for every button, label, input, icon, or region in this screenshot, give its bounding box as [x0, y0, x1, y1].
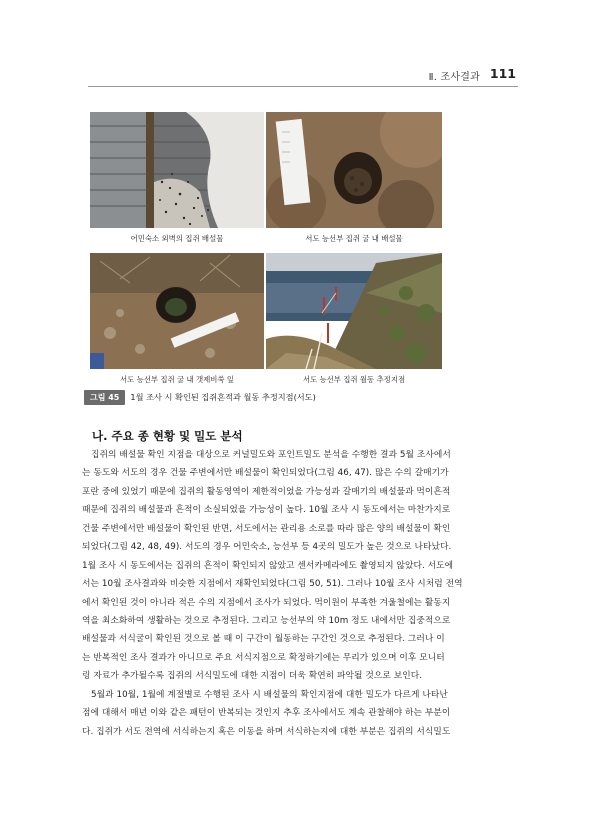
- body-text-line: 점에 대해서 매년 이와 같은 패턴이 반복되는 것인지 추후 조사에서도 계속 관찰해야 하는 부분이: [82, 708, 451, 719]
- body-text-line: 되었다(그림 42, 48, 49). 서도의 경우 어민숙소, 능선부 등 4곳의 밀도가 높은 것으로 나타났다.: [82, 542, 452, 553]
- photo-wall-droppings: [90, 112, 264, 228]
- body-text-line: 는 동도와 서도의 경우 건물 주변에서만 배설물이 확인되었다(그림 46, 47). 많은 수의 갈매기가: [82, 468, 449, 479]
- section-heading: 나. 주요 종 현황 및 밀도 분석: [92, 429, 243, 443]
- body-text-line: 다. 집쥐가 서도 전역에 서식하는지 혹은 이동을 하며 서식하는지에 대한 부분은 집쥐의 서식밀도: [82, 726, 451, 737]
- photo-caption: 어민숙소 외벽의 집쥐 배설물: [130, 234, 224, 243]
- body-text-line: 5월과 10월, 1월에 계절별로 수행된 조사 시 배설물의 확인지점에 대한 밀도가 다르게 나타난: [91, 689, 448, 700]
- body-text-line: 역을 최소화하여 생활하는 것으로 추정된다. 그리고 능선부의 약 10m 정도 내에서만 집중적으로: [82, 615, 451, 626]
- photo-caption: 서도 능선부 집쥐 굴 내 배설물: [305, 234, 403, 243]
- photo-burrow-leaves: [90, 253, 264, 369]
- body-paragraphs: [82, 446, 516, 741]
- figure-label: 그림 45: [84, 390, 125, 405]
- figure-title: 1월 조사 시 확인된 집쥐흔적과 월동 추정지점(서도): [130, 392, 316, 402]
- body-text-line: 포란 중에 있었기 때문에 집쥐의 활동영역이 제한적이었을 가능성과 갈매기의 배설물과 먹이흔적: [82, 486, 451, 497]
- photo-overwintering-site: [266, 253, 442, 369]
- body-text-line: 는 반복적인 조사 결과가 아니므로 주요 서식지점으로 확정하기에는 무리가 있으며 이후 모니터: [82, 652, 445, 663]
- body-text-line: 서는 10월 조사결과와 비슷한 지점에서 재확인되었다(그림 50, 51). 그러나 10월 조사 시처럼 전역: [82, 579, 463, 590]
- running-header: [88, 68, 516, 82]
- body-text-line: 집쥐의 배설물 확인 지점을 대상으로 커널밀도와 포인트밀도 분석을 수행한 결과 5월 조사에서: [91, 450, 451, 460]
- body-text-line: 때문에 집쥐의 배설물과 흔적이 소실되었을 가능성이 높다. 10월 조사 시 동도에서는 마찬가지로: [82, 505, 451, 516]
- body-text-line: 링 자료가 추가될수록 집쥐의 서식밀도에 대한 지점이 더욱 확연히 파악될 것으로 보인다.: [82, 671, 423, 682]
- body-text-line: 배설물과 서식굴이 확인된 것으로 볼 때 이 구간이 월동하는 구간인 것으로 추정된다. 그러나 이: [82, 634, 445, 645]
- body-text-line: 에서 확인된 것이 아니라 적은 수의 지점에서 조사가 되었다. 먹이원이 부족한 겨울철에는 활동지: [82, 597, 451, 608]
- body-text-line: 1월 조사 시 동도에서는 집쥐의 흔적이 확인되지 않았고 센서카메라에도 촬영되지 않았다. 서도에: [82, 560, 454, 571]
- figure-caption: [84, 387, 316, 402]
- header-rule: [88, 86, 518, 87]
- photo-burrow-droppings: [266, 112, 442, 228]
- body-text-line: 건물 주변에서만 배설물이 확인된 반면, 서도에서는 관리용 소로를 따라 많은 양의 배설물이 확인: [82, 523, 451, 534]
- page-number: 111: [489, 66, 516, 81]
- photo-caption: 서도 능선부 집쥐 굴 내 갯제비쑥 잎: [119, 375, 235, 384]
- chapter-title: Ⅱ. 조사결과: [428, 72, 480, 83]
- photo-caption: 서도 능선부 집쥐 월동 추정지점: [302, 375, 406, 384]
